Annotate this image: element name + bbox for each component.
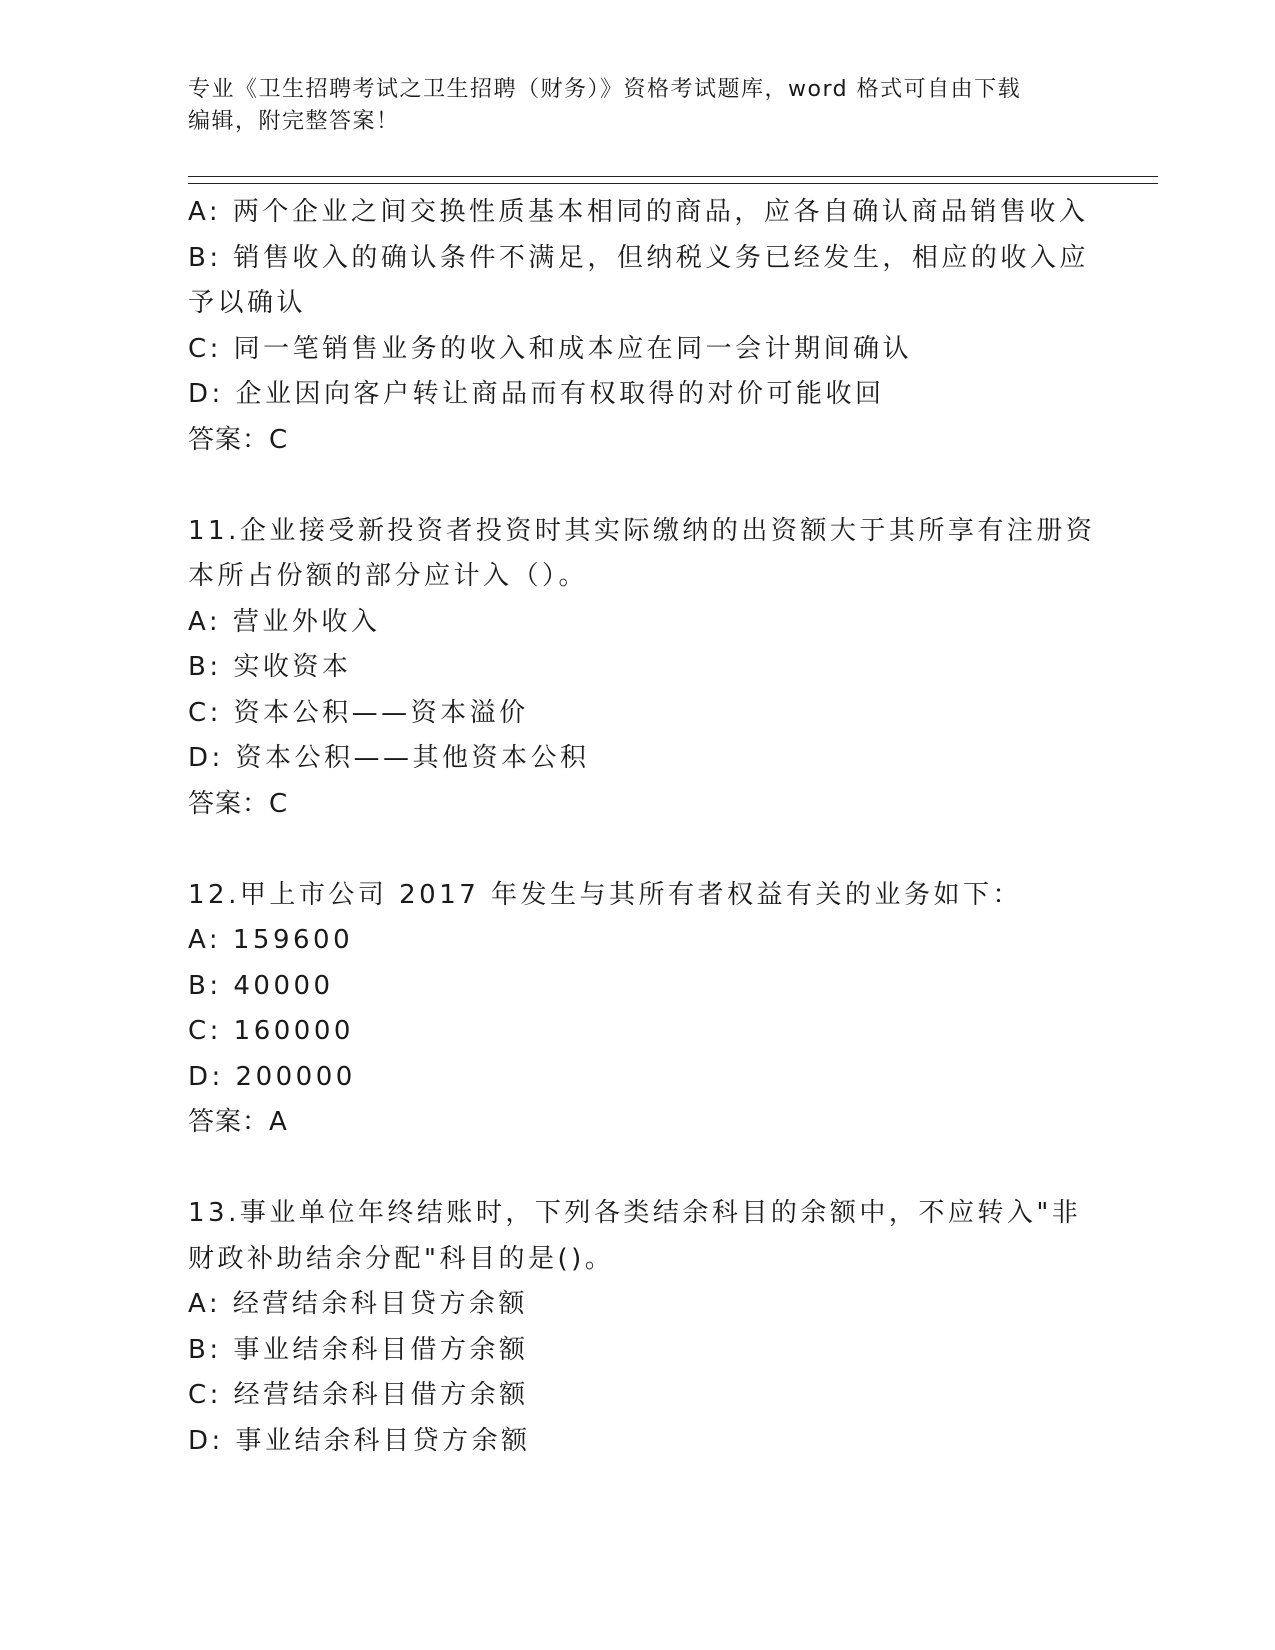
- answer: 答案：C: [188, 788, 289, 819]
- spacer: [188, 463, 1088, 509]
- question-stem: 12.甲上市公司 2017 年发生与其所有者权益有关的业务如下：: [188, 879, 1023, 910]
- option-b-continued: 予以确认: [188, 288, 307, 318]
- question-stem-continued: 本所占份额的部分应计入（）。: [188, 561, 589, 591]
- option-a: A: 159600: [188, 925, 354, 955]
- question-stem: 13.事业单位年终结账时，下列各类结余科目的余额中，不应转入"非: [188, 1198, 1082, 1228]
- header-rule-bottom: [188, 183, 1158, 184]
- answer: 答案：C: [188, 424, 289, 455]
- option-a: A: 经营结余科目贷方余额: [188, 1289, 528, 1319]
- option-a: A: 两个企业之间交换性质基本相同的商品，应各自确认商品销售收入: [188, 197, 1089, 227]
- question-12: [188, 873, 1088, 1146]
- option-c: C: 160000: [188, 1016, 354, 1046]
- answer: 答案：A: [188, 1107, 288, 1137]
- option-d: D: 资本公积——其他资本公积: [188, 743, 590, 773]
- spacer: [188, 827, 1088, 873]
- document-header: [188, 74, 1088, 138]
- option-b: B: 40000: [188, 970, 334, 1001]
- question-stem: 11.企业接受新投资者投资时其实际缴纳的出资额大于其所享有注册资: [188, 515, 1096, 546]
- option-b: B: 实收资本: [188, 652, 352, 682]
- option-c: C: 同一笔销售业务的收入和成本应在同一会计期间确认: [188, 333, 913, 364]
- header-line-2: 编辑，附完整答案！: [188, 109, 400, 134]
- option-d: D: 事业结余科目贷方余额: [188, 1425, 531, 1456]
- header-rule-top: [188, 176, 1158, 177]
- option-c: C: 资本公积——资本溢价: [188, 697, 529, 728]
- header-line-1: 专业《卫生招聘考试之卫生招聘（财务）》资格考试题库，word 格式可自由下载: [188, 77, 1022, 102]
- option-b: B: 销售收入的确认条件不满足，但纳税义务已经发生，相应的收入应: [188, 242, 1089, 273]
- question-stem-continued: 财政补助结余分配"科目的是()。: [188, 1243, 615, 1274]
- question-13: [188, 1191, 1088, 1464]
- option-a: A: 营业外收入: [188, 606, 381, 637]
- option-b: B: 事业结余科目借方余额: [188, 1334, 529, 1365]
- question-list: [188, 190, 1096, 1464]
- option-d: D: 企业因向客户转让商品而有权取得的对价可能收回: [188, 379, 885, 409]
- option-c: C: 经营结余科目借方余额: [188, 1380, 529, 1410]
- question-10: [188, 190, 1088, 463]
- question-11: [188, 509, 1096, 828]
- option-d: D: 200000: [188, 1061, 356, 1092]
- spacer: [188, 1146, 1088, 1192]
